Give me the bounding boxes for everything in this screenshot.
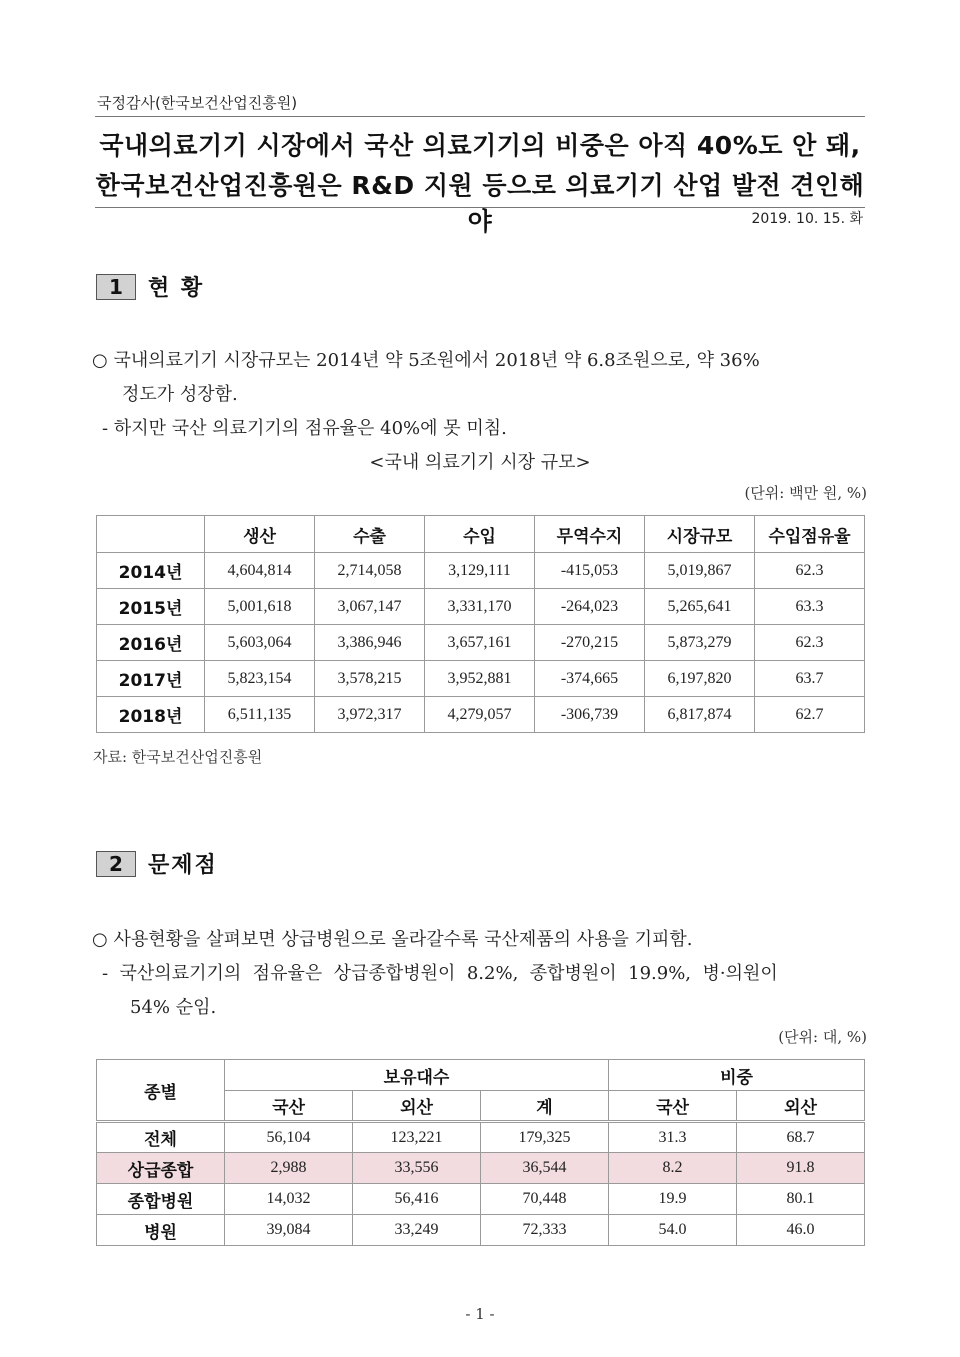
cell-exports: 3,578,215 <box>315 661 425 697</box>
section-2-bullet <box>92 925 693 951</box>
table-row <box>97 1215 865 1246</box>
cell-foreign-count: 33,249 <box>353 1215 481 1246</box>
cell-trade-balance: -270,215 <box>535 625 645 661</box>
cell-exports: 3,386,946 <box>315 625 425 661</box>
cell-import-share: 62.7 <box>755 697 865 733</box>
row-year: 2018년 <box>97 697 205 733</box>
column-header-foreign-count: 외산 <box>353 1091 481 1122</box>
cell-production: 6,511,135 <box>205 697 315 733</box>
section-1-bullet <box>92 346 760 372</box>
cell-trade-balance: -264,023 <box>535 589 645 625</box>
cell-production: 5,001,618 <box>205 589 315 625</box>
row-category: 병원 <box>97 1215 225 1246</box>
cell-total-count: 36,544 <box>481 1153 609 1184</box>
cell-foreign-count: 33,556 <box>353 1153 481 1184</box>
section-2-bullet-text: 사용현황을 살펴보면 상급병원으로 올라갈수록 국산제품의 사용을 기피함. <box>113 929 693 950</box>
table-row <box>97 661 865 697</box>
column-header-foreign-share: 외산 <box>737 1091 865 1122</box>
title-line-2: 한국보건산업진흥원은 R&D 지원 등으로 의료기기 산업 발전 견인해야 <box>95 171 865 236</box>
row-category: 전체 <box>97 1122 225 1153</box>
cell-market-size: 6,197,820 <box>645 661 755 697</box>
cell-imports: 4,279,057 <box>425 697 535 733</box>
cell-imports: 3,952,881 <box>425 661 535 697</box>
section-1-bullet-text: 국내의료기기 시장규모는 2014년 약 5조원에서 2018년 약 6.8조원으로, 약 36% <box>113 350 760 371</box>
cell-total-count: 72,333 <box>481 1215 609 1246</box>
row-year: 2015년 <box>97 589 205 625</box>
section-1-number-badge: 1 <box>96 274 136 300</box>
cell-exports: 2,714,058 <box>315 553 425 589</box>
cell-trade-balance: -415,053 <box>535 553 645 589</box>
cell-market-size: 6,817,874 <box>645 697 755 733</box>
document-date: 2019. 10. 15. 화 <box>751 211 863 227</box>
section-2-title: 문제점 <box>148 853 218 878</box>
hospital-usage-table <box>96 1059 865 1246</box>
table-row <box>97 1184 865 1215</box>
cell-production: 4,604,814 <box>205 553 315 589</box>
cell-domestic-share: 54.0 <box>609 1215 737 1246</box>
cell-import-share: 63.7 <box>755 661 865 697</box>
column-header-category: 종별 <box>97 1060 225 1122</box>
cell-domestic-share: 19.9 <box>609 1184 737 1215</box>
column-header-production: 생산 <box>205 516 315 553</box>
section-2-dash-item: - 국산의료기기의 점유율은 상급종합병원이 8.2%, 종합병원이 19.9%, 병·의원이 <box>102 963 778 984</box>
row-category: 종합병원 <box>97 1184 225 1215</box>
table-row <box>97 1122 865 1153</box>
market-table-unit: (단위: 백만 원, %) <box>744 484 867 502</box>
circle-bullet-icon: ○ <box>92 350 108 371</box>
column-header-total-count: 계 <box>481 1091 609 1122</box>
column-header-domestic-share: 국산 <box>609 1091 737 1122</box>
cell-market-size: 5,873,279 <box>645 625 755 661</box>
cell-import-share: 63.3 <box>755 589 865 625</box>
cell-total-count: 70,448 <box>481 1184 609 1215</box>
cell-foreign-count: 56,416 <box>353 1184 481 1215</box>
title-line-1: 국내의료기기 시장에서 국산 의료기기의 비중은 아직 40%도 안 돼, <box>99 131 861 160</box>
cell-imports: 3,331,170 <box>425 589 535 625</box>
cell-domestic-count: 56,104 <box>225 1122 353 1153</box>
column-header-trade-balance: 무역수지 <box>535 516 645 553</box>
table-row <box>97 625 865 661</box>
row-year: 2014년 <box>97 553 205 589</box>
table-row-highlighted <box>97 1153 865 1184</box>
cell-trade-balance: -306,739 <box>535 697 645 733</box>
cell-market-size: 5,265,641 <box>645 589 755 625</box>
row-year: 2017년 <box>97 661 205 697</box>
cell-imports: 3,657,161 <box>425 625 535 661</box>
cell-foreign-count: 123,221 <box>353 1122 481 1153</box>
table-row <box>97 589 865 625</box>
table-header-row <box>97 516 865 553</box>
cell-exports: 3,972,317 <box>315 697 425 733</box>
section-2-number-badge: 2 <box>96 851 136 877</box>
column-header-empty <box>97 516 205 553</box>
cell-domestic-count: 39,084 <box>225 1215 353 1246</box>
cell-market-size: 5,019,867 <box>645 553 755 589</box>
cell-foreign-share: 68.7 <box>737 1122 865 1153</box>
org-label: 국정감사(한국보건산업진흥원) <box>97 94 298 112</box>
cell-domestic-share: 31.3 <box>609 1122 737 1153</box>
header-bottom-rule <box>95 207 865 208</box>
section-1-heading <box>96 271 204 302</box>
table-row <box>97 697 865 733</box>
column-header-exports: 수출 <box>315 516 425 553</box>
section-1-title: 현 황 <box>148 276 205 301</box>
cell-import-share: 62.3 <box>755 625 865 661</box>
section-1-dash-item: - 하지만 국산 의료기기의 점유율은 40%에 못 미침. <box>102 418 507 439</box>
cell-import-share: 62.3 <box>755 553 865 589</box>
cell-imports: 3,129,111 <box>425 553 535 589</box>
column-header-domestic-count: 국산 <box>225 1091 353 1122</box>
column-header-import-share: 수입점유율 <box>755 516 865 553</box>
cell-domestic-count: 14,032 <box>225 1184 353 1215</box>
cell-production: 5,823,154 <box>205 661 315 697</box>
circle-bullet-icon: ○ <box>92 929 108 950</box>
row-category: 상급종합 <box>97 1153 225 1184</box>
table-header-row <box>97 1060 865 1091</box>
cell-foreign-share: 80.1 <box>737 1184 865 1215</box>
table-source-note: 자료: 한국보건산업진흥원 <box>93 748 263 766</box>
market-table-caption: <국내 의료기기 시장 규모> <box>369 452 591 473</box>
table-row <box>97 553 865 589</box>
cell-domestic-share: 8.2 <box>609 1153 737 1184</box>
section-2-dash-continuation: 54% 순임. <box>130 997 217 1018</box>
cell-foreign-share: 46.0 <box>737 1215 865 1246</box>
row-year: 2016년 <box>97 625 205 661</box>
column-group-share: 비중 <box>609 1060 865 1091</box>
market-size-table <box>96 515 865 733</box>
column-header-market-size: 시장규모 <box>645 516 755 553</box>
header-top-rule <box>95 116 865 117</box>
section-2-heading <box>96 848 218 879</box>
cell-foreign-share: 91.8 <box>737 1153 865 1184</box>
cell-total-count: 179,325 <box>481 1122 609 1153</box>
cell-trade-balance: -374,665 <box>535 661 645 697</box>
column-header-imports: 수입 <box>425 516 535 553</box>
page-number: - 1 - <box>465 1305 495 1323</box>
section-1-bullet-continuation: 정도가 성장함. <box>122 384 238 405</box>
column-group-holdings: 보유대수 <box>225 1060 609 1091</box>
cell-domestic-count: 2,988 <box>225 1153 353 1184</box>
cell-exports: 3,067,147 <box>315 589 425 625</box>
usage-table-unit: (단위: 대, %) <box>778 1028 867 1046</box>
cell-production: 5,603,064 <box>205 625 315 661</box>
